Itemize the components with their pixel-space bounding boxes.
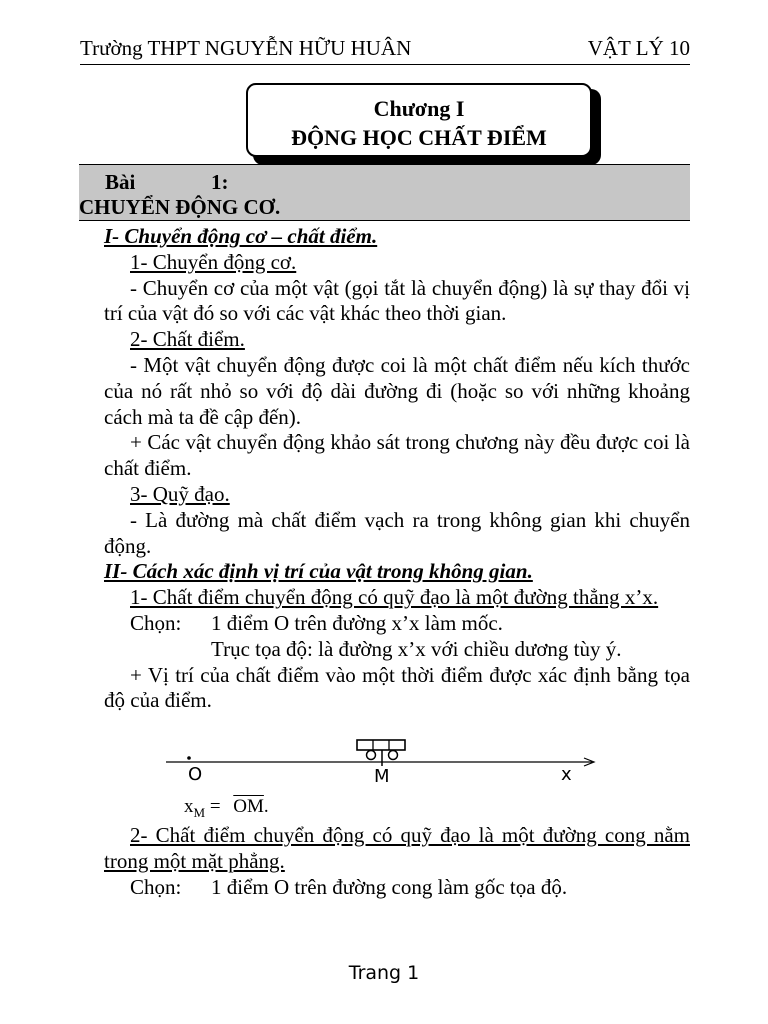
subsection-1-2-text: - Một vật chuyển động được coi là một chất điểm nếu kích thước của nó rất nhỏ so với độ dài đường đi (hoặc so với những khoảng cách mà ta đề cập đến). bbox=[104, 352, 690, 429]
lesson-content bbox=[104, 224, 690, 714]
chapter-title: ĐỘNG HỌC CHẤT ĐIỂM bbox=[291, 125, 547, 150]
origin-label: O bbox=[188, 764, 203, 785]
choose-line-1 bbox=[104, 611, 690, 637]
chapter-box bbox=[246, 83, 592, 157]
lesson-number: 1: bbox=[211, 170, 229, 194]
formula-vector-om: $\overline{OM}$ bbox=[233, 796, 264, 817]
formula-subscript: M bbox=[193, 804, 206, 820]
point-m-label: M bbox=[374, 766, 390, 787]
axis-definition: Trục tọa độ: là đường x’x với chiều dương tùy ý. bbox=[211, 636, 622, 661]
subsection-1-1-text: - Chuyển cơ của một vật (gọi tắt là chuyển động) là sự thay đổi vị trí của vật đó so với các vật khác theo thời gian. bbox=[104, 275, 690, 326]
page-header bbox=[80, 36, 690, 61]
subsection-2-1-title: 1- Chất điểm chuyển động có quỹ đạo là một đường thẳng x’x. bbox=[130, 585, 659, 610]
coordinate-axis-figure bbox=[160, 736, 600, 786]
choose-label-2: Chọn: bbox=[130, 874, 182, 899]
school-name: Trường THPT NGUYỄN HỮU HUÂN bbox=[80, 36, 412, 60]
subsection-2-2-title: 2- Chất điểm chuyển động có quỹ đạo là một đường cong nằm trong một mặt phẳng. bbox=[104, 823, 690, 873]
lesson-content-continued bbox=[104, 823, 690, 900]
subject-name: VẬT LÝ 10 bbox=[587, 36, 690, 60]
origin-dot bbox=[187, 756, 191, 760]
x-axis-label: x bbox=[561, 764, 572, 785]
choose-origin-curve-text: 1 điểm O trên đường cong làm gốc tọa độ. bbox=[211, 874, 568, 899]
position-note: + Vị trí của chất điểm vào một thời điểm được xác định bằng tọa độ của điểm. bbox=[104, 662, 690, 713]
lesson-banner bbox=[79, 164, 690, 221]
lesson-title: CHUYỂN ĐỘNG CƠ. bbox=[79, 195, 281, 219]
formula-period: . bbox=[263, 796, 269, 817]
lesson-word: Bài bbox=[105, 170, 136, 194]
lesson-heading bbox=[105, 169, 229, 195]
formula-equals: = bbox=[209, 796, 221, 817]
header-divider bbox=[80, 64, 690, 65]
section-2-title: II- Cách xác định vị trí của vật trong không gian. bbox=[104, 559, 533, 584]
section-1-title: I- Chuyển động cơ – chất điểm. bbox=[104, 224, 378, 248]
formula-variable: x bbox=[184, 796, 194, 817]
subsection-1-2-title: 2- Chất điểm. bbox=[130, 327, 245, 352]
page-number: Trang 1 bbox=[348, 962, 420, 984]
subsection-1-1-title: 1- Chuyển động cơ. bbox=[130, 249, 297, 274]
subsection-1-2-note: + Các vật chuyển động khảo sát trong chương này đều được coi là chất điểm. bbox=[104, 430, 690, 481]
choose-line-2 bbox=[104, 875, 690, 901]
chapter-number: Chương I bbox=[373, 96, 465, 121]
position-formula bbox=[184, 796, 269, 821]
subsection-1-3-title: 3- Quỹ đạo. bbox=[130, 481, 230, 506]
choose-origin-text: 1 điểm O trên đường x’x làm mốc. bbox=[211, 610, 503, 635]
subsection-1-3-text: - Là đường mà chất điểm vạch ra trong không gian khi chuyển động. bbox=[104, 507, 690, 558]
choose-label: Chọn: bbox=[130, 610, 182, 635]
